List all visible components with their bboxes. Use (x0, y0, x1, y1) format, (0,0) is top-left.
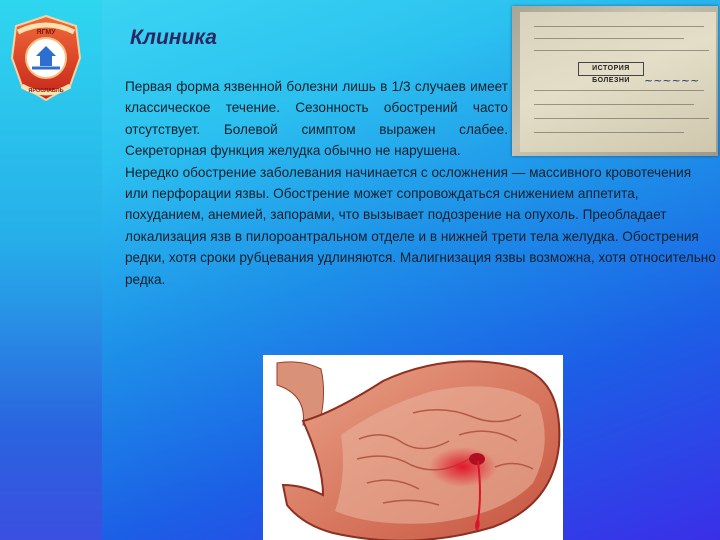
logo-top-text: ЯГМУ (36, 29, 56, 36)
paragraph-1: Первая форма язвенной болезни лишь в 1/3 случаев имеет классическое течение. Сезонность обострений часто отсутствует. Болевой симптом выражен слабее. Секреторная функция желудка обычно не нарушена. (125, 79, 508, 159)
slide-body (125, 76, 717, 290)
stomach-ulcer-illustration (263, 355, 563, 540)
card-line (534, 26, 704, 27)
university-logo (8, 12, 84, 104)
ulcer-crater (469, 453, 485, 465)
card-line (534, 50, 709, 51)
ulcer-bleeding-area (429, 447, 497, 487)
logo-bottom-text: ЯРОСЛАВЛЬ (28, 88, 64, 94)
paragraph-2: Нередко обострение заболевания начинается с осложнения — массивного кровотечения или перфорации язвы. Обострение может сопровождаться снижением аппетита, похуданием, анемией, запорами, что вызывает подозрение на опухоль. Преобладает локализация язв в пилороантральном отделе и в нижней трети тела желудка. Обострения редки, хотя сроки рубцевания удлиняются. Малигнизация язвы возможна, хотя относительно редка. (125, 164, 716, 287)
medical-record-label: ИСТОРИЯ БОЛЕЗНИ (578, 62, 644, 76)
card-line (534, 38, 684, 39)
slide-title: Клиника (130, 26, 217, 49)
handwriting-scribble: ~~~~~~ (644, 74, 700, 87)
